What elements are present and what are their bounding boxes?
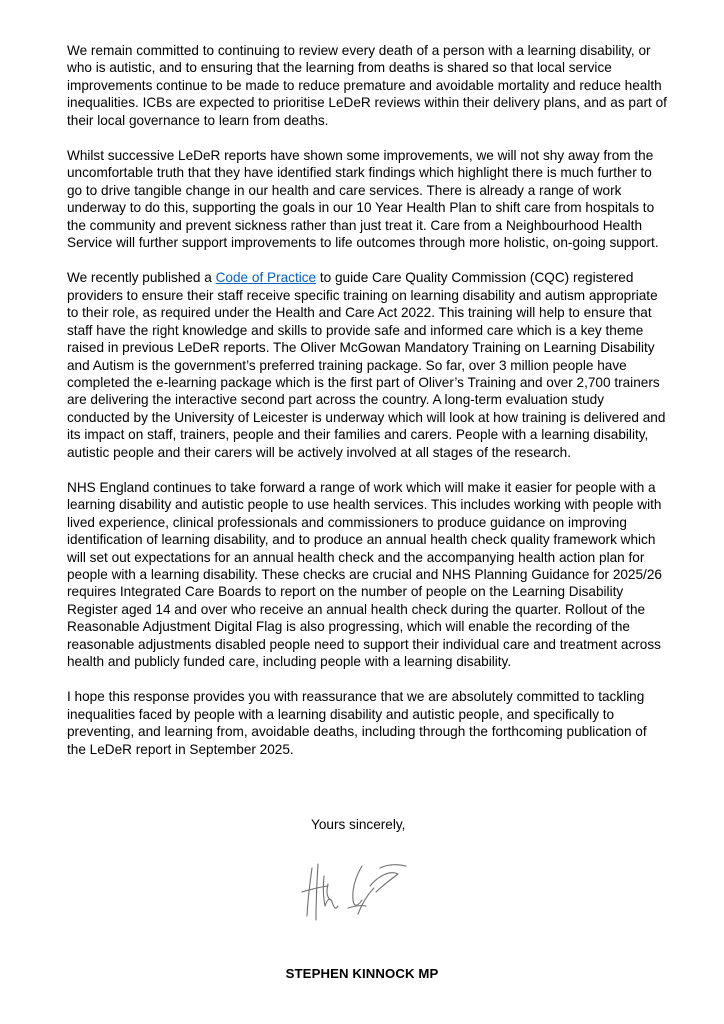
training-intro-text: We recently published a	[67, 270, 216, 286]
signer-name: STEPHEN KINNOCK MP	[285, 966, 439, 981]
paragraph-training	[67, 269, 667, 460]
closing-salutation: Yours sincerely,	[311, 817, 406, 832]
handwritten-signature-icon	[298, 856, 423, 928]
paragraph-nhs-england: NHS England continues to take forward a range of work which will make it easier for people with a learning disability and autistic people to use health services. This includes working with people with lived experience, clinical professionals and commissioners to produce guidance on improving identification of learning disability, and to produce an annual health check quality framework which will set out expectations for an annual health check and the accompanying health action plan for people with a learning disability. These checks are crucial and NHS Planning Guidance for 2025/26 requires Integrated Care Boards to report on the number of people on the Learning Disability Register aged 14 and over who receive an annual health check during the quarter. Rollout of the Reasonable Adjustment Digital Flag is also progressing, which will enable the recording of the reasonable adjustments disabled people need to support their individual care and treatment across health and publicly funded care, including people with a learning disability.	[67, 479, 662, 669]
letter-body	[67, 42, 667, 776]
paragraph-leder-improvements: Whilst successive LeDeR reports have shown some improvements, we will not shy away from the uncomfortable truth that they have identified stark findings which highlight there is much further to go to drive tangible change in our health and care services. There is already a range of work underway to do this, supporting the goals in our 10 Year Health Plan to shift care from hospitals to the community and prevent sickness rather than just treat it. Care from a Neighbourhood Health Service will further support improvements to life outcomes through more holistic, on-going support.	[67, 148, 659, 251]
code-of-practice-link[interactable]: Code of Practice	[215, 270, 317, 286]
training-body-text: to guide Care Quality Commission (CQC) registered providers to ensure their staff receive specific training on learning disability and autism appropriate to their role, as required under the Health and Care Act 2022. This training will help to ensure that staff have the right knowledge and skills to provide safe and informed care which is a key theme raised in previous LeDeR reports. The Oliver McGowan Mandatory Training on Learning Disability and Autism is the government’s preferred training package. So far, over 3 million people have completed the e-learning package which is the first part of Oliver’s Training and over 2,700 trainers are delivering the interactive second part across the country. A long-term evaluation study conducted by the University of Leicester is underway which will look at how training is delivered and its impact on staff, trainers, people and their families and carers. People with a learning disability, autistic people and their carers will be actively involved at all stages of the research.	[67, 270, 666, 460]
paragraph-leder-commitment: We remain committed to continuing to review every death of a person with a learning disability, or who is autistic, and to ensuring that the learning from deaths is shared so that local service improvements continue to be made to reduce premature and avoidable mortality and reduce health inequalities. ICBs are expected to prioritise LeDeR reviews within their delivery plans, and as part of their local governance to learn from deaths.	[67, 43, 667, 128]
paragraph-reassurance: I hope this response provides you with reassurance that we are absolutely committed to tackling inequalities faced by people with a learning disability and autistic people, and specifically to preventing, and learning from, avoidable deaths, including through the forthcoming publication of the LeDeR report in September 2025.	[67, 689, 647, 757]
